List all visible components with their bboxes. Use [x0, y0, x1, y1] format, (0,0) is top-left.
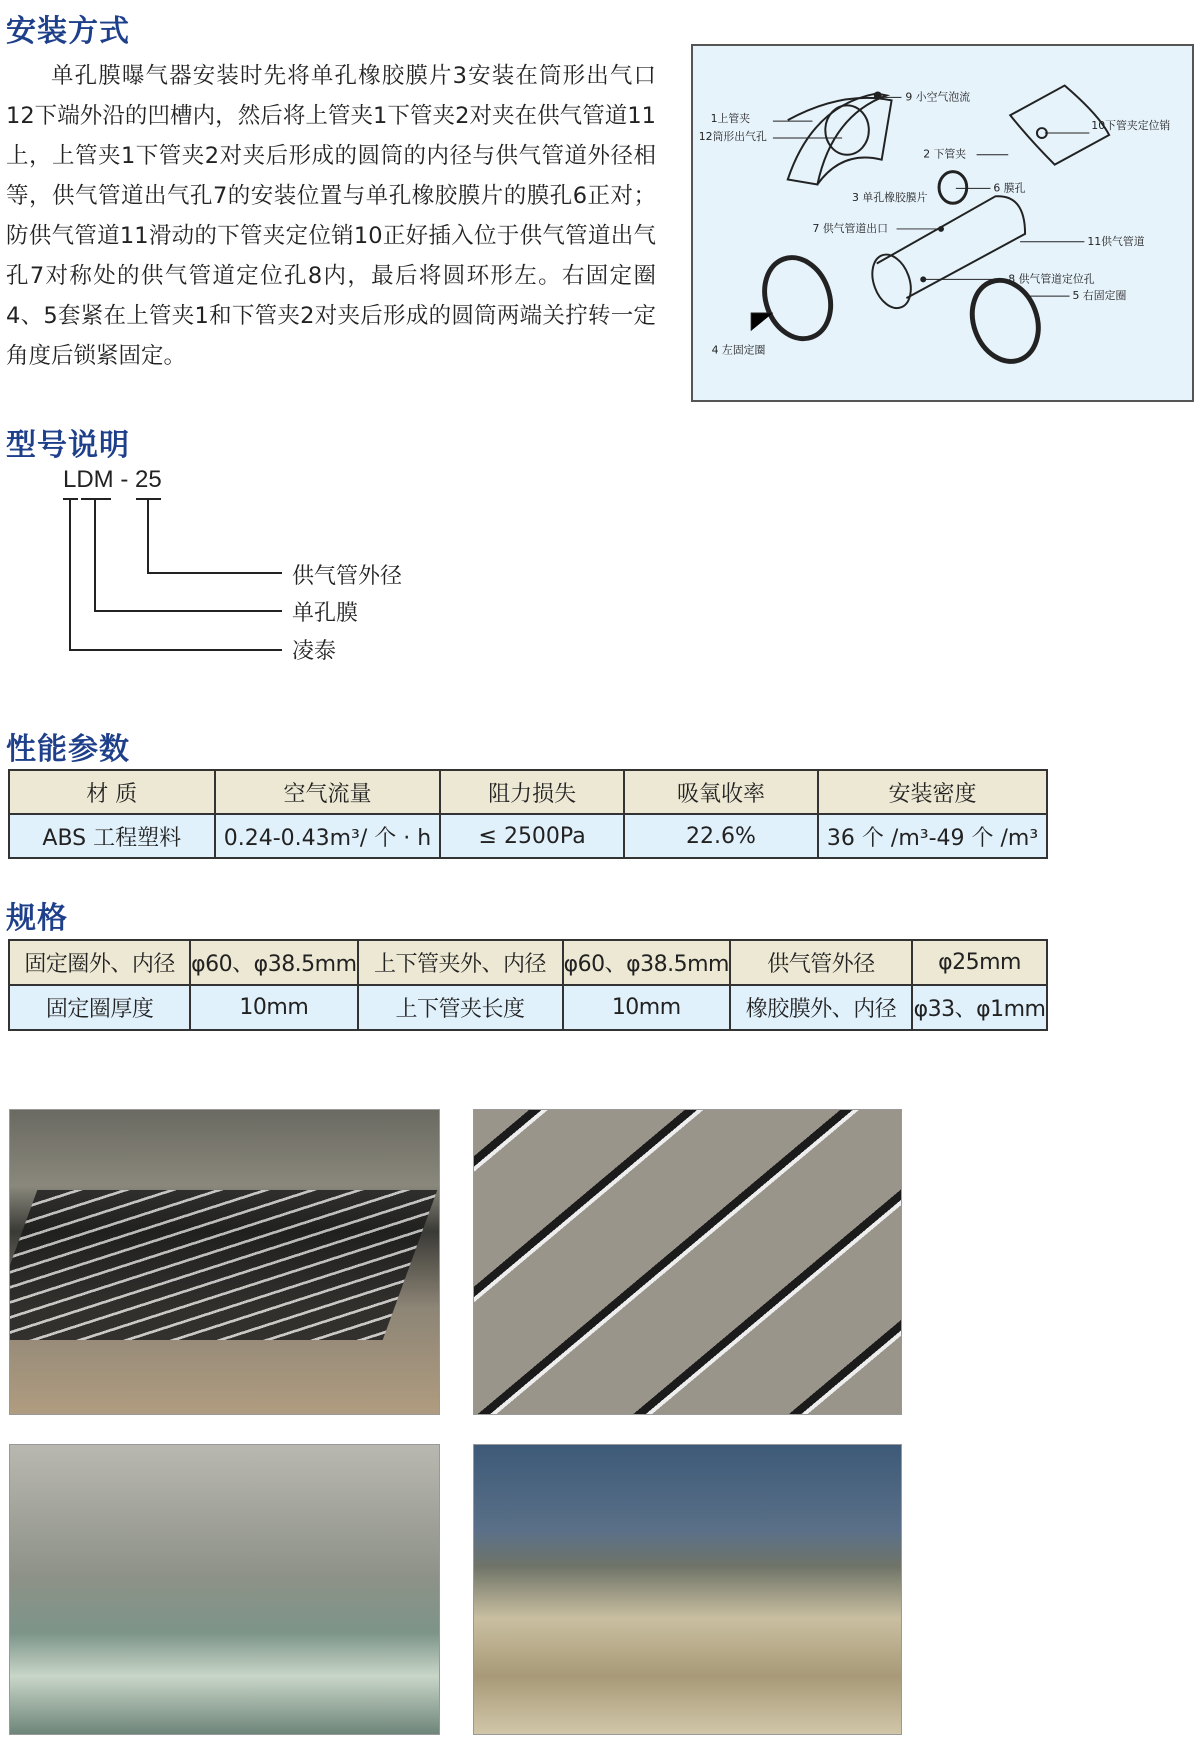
cell: 0.24-0.43m³/ 个 · h: [215, 814, 441, 858]
cell: 固定圈厚度: [9, 985, 190, 1030]
cell: 36 个 /m³-49 个 /m³: [818, 814, 1047, 858]
photo-aeration-tank-walkway: [9, 1444, 440, 1735]
cell: 10mm: [563, 985, 730, 1030]
label-2: 2 下管夹: [923, 147, 967, 161]
cell: ABS 工程塑料: [9, 814, 215, 858]
photo-diffuser-pipes-closeup: [473, 1109, 902, 1415]
label-7: 7 供气管道出口: [812, 221, 889, 235]
header-cell: 安装密度: [818, 770, 1047, 814]
pipe-end: [865, 249, 917, 313]
right-ring: [961, 271, 1049, 371]
header-cell: 阻力损失: [440, 770, 623, 814]
upper-clamp-body: [788, 98, 892, 185]
model-part-pipe-diameter: 供气管外径: [292, 564, 403, 589]
label-9: 9 小空气泡流: [905, 90, 971, 104]
header-cell: 空气流量: [215, 770, 441, 814]
cell: 上下管夹长度: [358, 985, 563, 1030]
photo-aeration-tank-bubbling: [473, 1444, 902, 1735]
diagram-drawing: [693, 46, 1192, 400]
cell: φ60、φ38.5mm: [190, 940, 357, 985]
section-title-performance: 性能参数: [6, 732, 130, 767]
label-10: 10下管夹定位销: [1091, 119, 1171, 133]
model-part-single-hole: 单孔膜: [292, 601, 359, 626]
cell: φ60、φ38.5mm: [563, 940, 730, 985]
cell: 22.6%: [624, 814, 818, 858]
model-code: LDM - 25: [63, 466, 162, 493]
cell: 橡胶膜外、内径: [730, 985, 912, 1030]
cell: 上下管夹外、内径: [358, 940, 563, 985]
table-row: [9, 814, 1047, 858]
outlet-ring: [825, 105, 869, 154]
model-part-brand: 凌泰: [292, 639, 337, 664]
table-row: [9, 985, 1047, 1030]
photo-diffuser-installation-hall: [9, 1109, 440, 1415]
installation-paragraph: [6, 56, 656, 376]
left-ring: [754, 248, 842, 348]
label-3: 3 单孔橡胶膜片: [852, 191, 928, 205]
label-5: 5 右固定圈: [1072, 289, 1127, 303]
diffuser-rows: [9, 1190, 437, 1340]
cell: 10mm: [190, 985, 357, 1030]
diffuser-pipes: [474, 1110, 901, 1414]
specs-table: [8, 939, 1048, 1031]
label-6: 6 膜孔: [993, 181, 1026, 195]
section-title-installation: 安装方式: [6, 14, 130, 49]
header-cell: 吸氧收率: [624, 770, 818, 814]
section-title-model: 型号说明: [6, 428, 130, 463]
table-row: [9, 940, 1047, 985]
cell: φ33、φ1mm: [912, 985, 1047, 1030]
label-8: 8 供气管道定位孔: [1008, 272, 1095, 286]
header-cell: 材 质: [9, 770, 215, 814]
label-4: 4 左固定圈: [711, 343, 766, 357]
installation-diagram: [691, 44, 1194, 402]
label-12: 12筒形出气孔: [698, 129, 767, 143]
cell: 固定圈外、内径: [9, 940, 190, 985]
label-1: 1上管夹: [710, 112, 751, 126]
model-breakdown-lines: [0, 490, 300, 660]
membrane-disc: [939, 172, 967, 204]
cell: φ25mm: [912, 940, 1047, 985]
installation-text: 单孔膜曝气器安装时先将单孔橡胶膜片3安装在筒形出气口12下端外沿的凹槽内，然后将上管夹1下管夹2对夹在供气管道11上，上管夹1下管夹2对夹后形成的圆筒的内径与供气管道外径相等，供气管道出气孔7的安装位置与单孔橡胶膜片的膜孔6正对；防供气管道11滑动的下管夹定位销10正好插入位于供气管道出气孔7对称处的供气管道定位孔8内，最后将圆环形左。右固定圈4、5套紧在上管夹1和下管夹2对夹后形成的圆筒两端关拧转一定角度后锁紧固定。: [6, 63, 656, 369]
section-title-specs: 规格: [6, 901, 68, 936]
performance-table: [8, 769, 1048, 859]
bubble-dot: [874, 91, 882, 99]
table-header-row: [9, 770, 1047, 814]
cell: 供气管外径: [730, 940, 912, 985]
cell: ≤ 2500Pa: [440, 814, 623, 858]
label-11: 11供气管道: [1087, 234, 1145, 248]
